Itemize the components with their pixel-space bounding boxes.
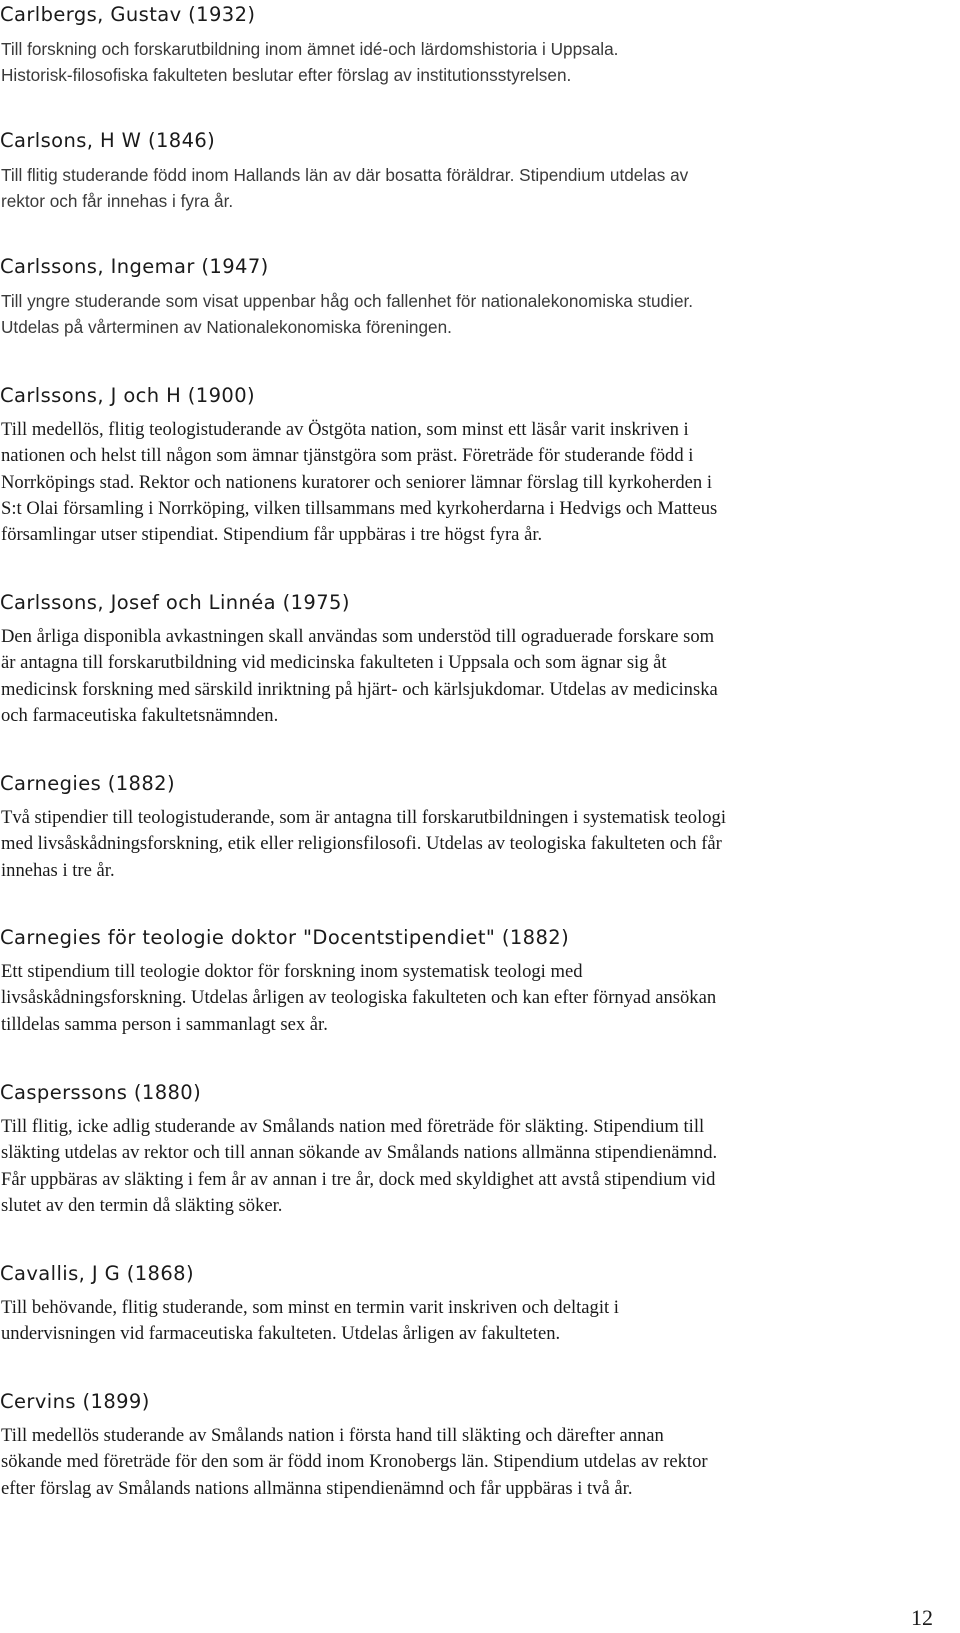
- text-line: Två stipendier till teologistuderande, som är antagna till forskarutbildningen i systematisk teologi: [1, 807, 727, 828]
- entry-text: [0, 36, 930, 89]
- text-line: är antagna till forskarutbildning vid medicinska fakulteten i Uppsala och som ägnar sig åt: [1, 652, 667, 674]
- text-line: Till behövande, flitig studerande, som minst en termin varit inskriven och deltagit i: [1, 1297, 619, 1318]
- entry-heading: Carnegies för teologie doktor "Docentstipendiet" (1882): [0, 926, 570, 949]
- text-line: Norrköpings stad. Rektor och nationens kuratorer och seniorer lämnar förslag till kyrkoherden i: [1, 471, 713, 493]
- text-line: Till flitig studerande född inom Hallands län av där bosatta föräldrar. Stipendium utdelas av: [1, 165, 689, 185]
- text-line: Till medellös, flitig teologistuderande av Östgöta nation, som minst ett läsår varit inskriven i: [1, 419, 689, 440]
- text-line: rektor och får innehas i fyra år.: [1, 191, 234, 212]
- entry-text: [0, 417, 930, 548]
- entry-carlssons-ingemar: [0, 255, 930, 341]
- text-line: sökande med företräde för den som är född inom Kronobergs län. Stipendium utdelas av rektor: [1, 1451, 708, 1473]
- entry-carlssons-j-och-h: [0, 384, 930, 548]
- entry-heading: Carnegies (1882): [0, 772, 175, 795]
- text-line: nationen och helst till någon som ämnar tjänstgöra som präst. Företräde för studerande född i: [1, 445, 694, 467]
- text-line: S:t Olai församling i Norrköping, vilken tillsammans med kyrkoherdarna i Hedvigs och Matteus: [1, 497, 718, 519]
- text-line: slutet av den termin då släkting söker.: [1, 1194, 283, 1216]
- text-line: Till medellös studerande av Smålands nation i första hand till släkting och därefter annan: [1, 1425, 664, 1446]
- text-line: släkting utdelas av rektor och till annan sökande av Smålands nations allmänna stipendienämnd.: [1, 1142, 718, 1164]
- entry-carnegies: [0, 772, 930, 884]
- text-line: Till flitig, icke adlig studerande av Smålands nation med företräde för släkting. Stipendium till: [1, 1116, 705, 1137]
- text-line: Den årliga disponibla avkastningen skall användas som understöd till ograduerade forskare som: [1, 626, 715, 647]
- entry-cervins: [0, 1390, 930, 1502]
- entry-text: [0, 1423, 930, 1502]
- text-line: medicinsk forskning med särskild inriktning på hjärt- och kärlsjukdomar. Utdelas av medicinska: [1, 678, 718, 700]
- entry-carlssons-josef-och-linnea: [0, 591, 930, 729]
- entry-heading: Carlsons, H W (1846): [0, 129, 216, 152]
- entry-carlsons-h-w: [0, 129, 930, 215]
- text-line: Ett stipendium till teologie doktor för forskning inom systematisk teologi med: [1, 961, 583, 982]
- text-line: församlingar utser stipendiat. Stipendium får uppbäras i tre högst fyra år.: [1, 524, 543, 546]
- entry-heading: Cavallis, J G (1868): [0, 1262, 194, 1285]
- entry-heading: Cervins (1899): [0, 1390, 150, 1413]
- text-line: Får uppbäras av släkting i fem år av annan i tre år, dock med skyldighet att avstå stipendium vid: [1, 1168, 716, 1190]
- text-line: med livsåskådningsforskning, etik eller religionsfilosofi. Utdelas av teologiska fakulteten och får: [1, 833, 722, 855]
- text-line: Till yngre studerande som visat uppenbar håg och fallenhet för nationalekonomiska studier.: [1, 291, 694, 311]
- text-line: efter förslag av Smålands nations allmänna stipendienämnd och får uppbäras i två år.: [1, 1477, 633, 1499]
- entry-text: [0, 288, 930, 341]
- entry-carnegies-docentstipendiet: [0, 926, 930, 1038]
- entry-text: [0, 959, 930, 1038]
- text-line: Utdelas på vårterminen av Nationalekonomiska föreningen.: [1, 317, 452, 338]
- entry-heading: Carlssons, J och H (1900): [0, 384, 256, 407]
- entry-heading: Carlbergs, Gustav (1932): [0, 3, 256, 26]
- text-line: Till forskning och forskarutbildning inom ämnet idé-och lärdomshistoria i Uppsala.: [1, 39, 619, 59]
- text-line: livsåskådningsforskning. Utdelas årligen av teologiska fakulteten och kan efter förnyad ansökan: [1, 987, 717, 1009]
- entry-text: [0, 1295, 930, 1348]
- entry-casperssons: [0, 1081, 930, 1219]
- text-line: tilldelas samma person i sammanlagt sex år.: [1, 1013, 328, 1035]
- entry-carlbergs-gustav: [0, 3, 930, 89]
- entry-heading: Casperssons (1880): [0, 1081, 202, 1104]
- entry-text: [0, 162, 930, 215]
- entry-heading: Carlssons, Ingemar (1947): [0, 255, 269, 278]
- entry-heading: Carlssons, Josef och Linnéa (1975): [0, 591, 350, 614]
- entry-text: [0, 1114, 930, 1219]
- text-line: innehas i tre år.: [1, 859, 115, 881]
- text-line: och farmaceutiska fakultetsnämnden.: [1, 704, 279, 726]
- entry-text: [0, 805, 930, 884]
- page-number: 12: [911, 1605, 933, 1630]
- entry-cavallis-j-g: [0, 1262, 930, 1348]
- text-line: Historisk-filosofiska fakulteten beslutar efter förslag av institutionsstyrelsen.: [1, 65, 572, 86]
- text-line: undervisningen vid farmaceutiska fakulteten. Utdelas årligen av fakulteten.: [1, 1323, 561, 1345]
- entry-text: [0, 624, 930, 729]
